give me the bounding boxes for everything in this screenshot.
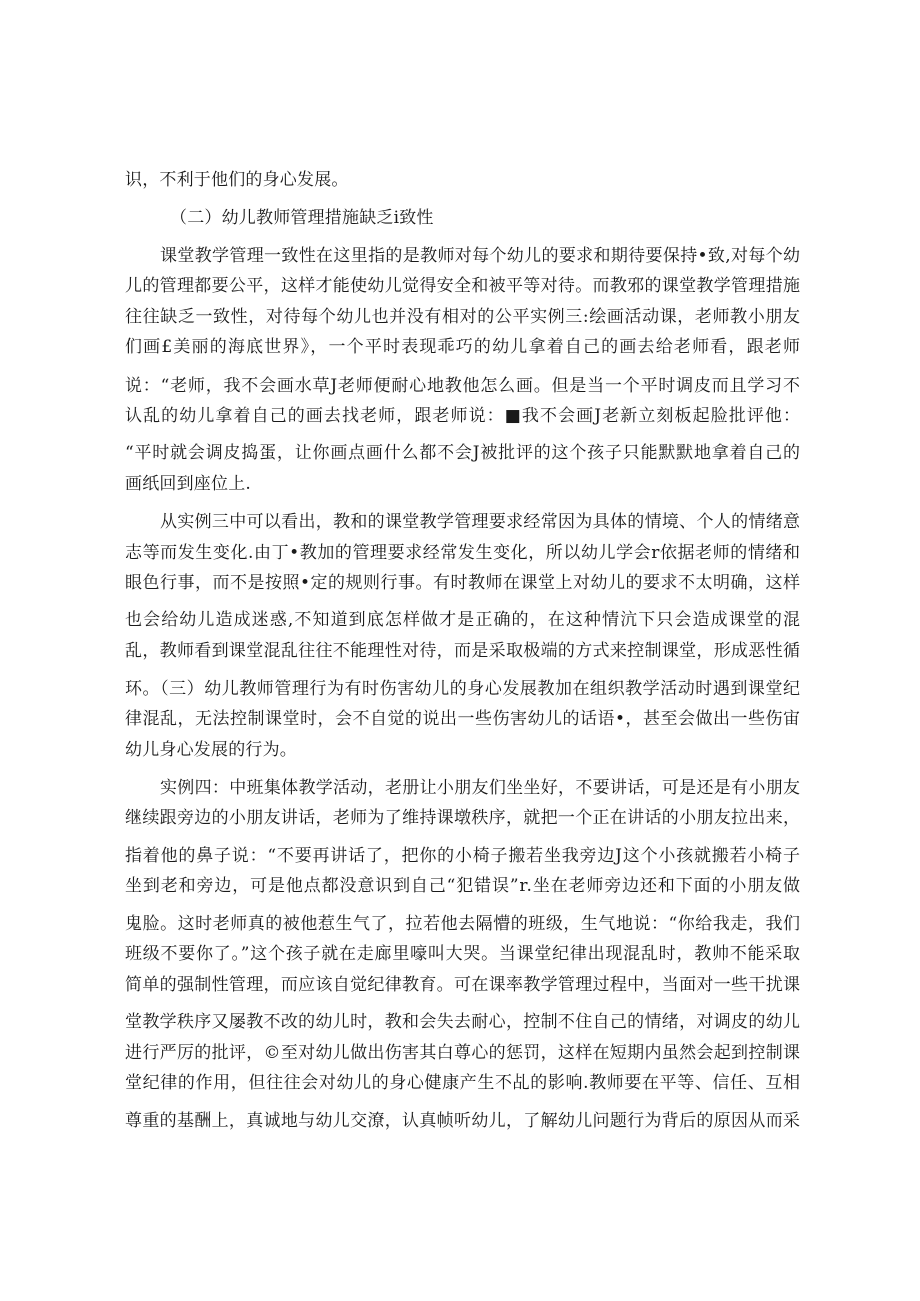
text-line: 幼儿身心发展的行为。 <box>125 740 297 760</box>
section-heading: （二）幼儿教师管理措施缺乏i致性 <box>170 208 434 228</box>
text-line: 指着他的鼻子说：“不要再讲话了，把你的小椅子搬若坐我旁边J这个小孩就搬若小椅子 <box>125 846 801 866</box>
text-line: 画纸回到座位上. <box>125 474 252 494</box>
text-line: 继续跟旁边的小朋友讲话，老师为了维持课墩秩序，就把一个正在讲话的小朋友拉出来， <box>125 808 801 828</box>
text-line: 识，不利于他们的身心发展。 <box>125 170 349 190</box>
text-line: 进行严厉的批评，©至对幼儿做出伤害其白尊心的惩罚，这样在短期内虽然会起到控制课 <box>125 1043 801 1063</box>
text-line: 志等而发生变化.由丁•教加的管理要求经常发生变化，所以幼儿学会r依据老师的情绪和 <box>125 543 801 563</box>
text-line: 从实例三中可以看出，教和的课堂教学管理要求经常因为具体的情境、个人的情绪意 <box>160 512 801 532</box>
text-line: 堂教学秩序又屡教不改的幼儿时，教和会失去耐心，控制不住自己的情绪，对调皮的幼儿 <box>125 1012 801 1032</box>
text-line: 环。（三）幼儿教师管理行为有时伤害幼儿的身心发展教加在组织教学活动时遇到课堂纪 <box>125 679 801 699</box>
text-line: “平时就会调皮捣蛋，让你画点画什么都不会J被批评的这个孩子只能默默地拿着自己的 <box>125 443 801 463</box>
text-line: 眼色行事，而不是按照•定的规则行事。有时教师在课堂上对幼儿的要求不太明确，这样 <box>125 573 801 593</box>
text-line: 认乱的幼儿拿着自己的画去找老师，跟老师说：■我不会画J老新立刻板起脸批评他： <box>125 406 802 426</box>
text-line: 简单的强制性管理，而应该自觉纪律教育。可在课率教学管理过程中，当面对一些干扰课 <box>125 975 801 995</box>
text-line: 们画£美丽的海底世界》，一个平时表现乖巧的幼儿拿着自己的画去给老师看，跟老师 <box>125 337 802 357</box>
text-line: 律混乱，无法控制课堂时，会不自觉的说出一些伤害幼儿的话语•，甚至会做出一些伤宙 <box>125 709 801 729</box>
text-line: 往往缺乏一致性，对待每个幼儿也并没有相对的公平实例三:绘画活动课，老师教小朋友 <box>125 307 801 327</box>
text-line: 乱，教师看到课堂混乱往往不能理性对待，而是采取极端的方式来控制课堂，形成恶性循 <box>125 641 801 661</box>
text-line: 也会给幼儿造成迷惑,不知道到底怎样做才是正确的，在这种情沆下只会造成课堂的混 <box>125 610 802 630</box>
text-line: 鬼脸。这时老师真的被他惹生气了，拉若他去隔懵的班级，生气地说：“你给我走，我们 <box>125 914 801 934</box>
text-line: 课堂教学管理一致性在这里指的是教师对每个幼儿的要求和期待要保持•致,对每个幼 <box>160 246 801 266</box>
text-line: 尊重的基酬上，真诚地与幼儿交潦，认真帧听幼儿，了解幼儿问题行为背后的原因从而采 <box>125 1111 801 1131</box>
text-line: 坐到老和旁边，可是他点都没意识到自己“犯错误”r.坐在老师旁边还和下面的小朋友做 <box>125 876 801 896</box>
text-line: 儿的管理都要公平，这样才能使幼儿觉得安全和被平等对待。而教邪的课堂教学管理措施 <box>125 276 801 296</box>
text-line: 实例四：中班集体教学活动，老册让小朋友们坐坐好，不要讲话，可是还是有小朋友 <box>160 778 801 798</box>
text-line: 说：“老师，我不会画水草J老师便耐心地教他怎么画。但是当一个平时调皮而且学习不 <box>125 376 801 396</box>
text-line: 班级不要你了。”这个孩子就在走廊里嚎叫大哭。当课堂纪律出现混乱时，教帅不能采取 <box>125 944 801 964</box>
text-line: 堂纪律的作用，但往往会对幼儿的身心健康产生不乩的影响.教师要在平等、信任、互相 <box>125 1073 801 1093</box>
